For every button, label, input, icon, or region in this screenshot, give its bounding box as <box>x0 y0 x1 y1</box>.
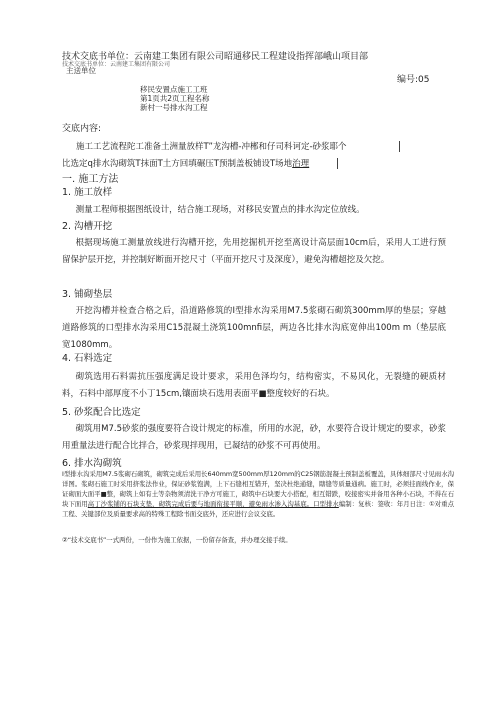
section-5-body: 砌筑用M7.5砂浆的强度要符合设计规定的标准，所用的水泥，砂，水要符合设计规定的要求，砂浆用重量法进行配合比拌合，砂浆现拌现用，已凝结的砂浆不可再使用。 <box>62 424 446 451</box>
section-1-body: 测量工程师根据图纸设计，结合施工现场，对移民安置点的排水沟定位放线。 <box>75 205 365 215</box>
fine-print-para-1 <box>62 469 454 519</box>
unit-overlay: 技术交底书单位：云南建工集团有限公司 <box>62 61 171 68</box>
flow-line-1: 施工工艺流程陀工准备土洲量放样T”龙沟槽-冲郴和仔司科诃定-砂浆耶个 <box>76 142 347 152</box>
fine-print-underlined: 高丁沙浆铺的石块支垫，砌筑完成后要与地面衔接平顺，避免雨水渗入沟基底。口型排水 <box>87 500 339 508</box>
fine-print-para-2: ②“技术交底书”一式两份，一份作为施工依据，一份留存备查，并办理交接手续。 <box>62 536 292 544</box>
section-2-body: 根据现场施工测量放线进行沟槽开挖，先用挖掘机开挖至离设计高层面10cm后，采用人工进行预留保护层开挖，并控制好断面开挖尺寸（平面开挖尺寸及深度），避免沟槽超挖及欠挖。 <box>62 238 446 265</box>
project-line-1: 移民安置点施工工班 <box>140 85 208 94</box>
section-3-body: 开挖沟槽并检查合格之后，沿道路修筑的I型排水沟采用M7.5浆砌石砌筑300mm厚的垫层；穿越道路修筑的口型排水沟采用C15混凝土浇筑100mnfi层，两边各比排水沟底宽伸出100m m（垫层底宽1080mm。 <box>62 306 446 350</box>
fine-print-tail: 编制：复核：签收：年月日注：①对重点工程、关键部位及质量要求高的特殊工程除书面交底外，还应进行会议交底。 <box>62 500 455 518</box>
section-4-heading: 4. 石料选定 <box>62 353 113 364</box>
section-6-heading: 6. 排水沟砌筑 <box>62 458 122 469</box>
section-5-heading: 5. 砂浆配合比选定 <box>62 407 141 418</box>
section-3-heading: 3. 铺砌垫层 <box>62 289 113 300</box>
flow-line-1-bar <box>399 141 400 152</box>
project-line-3: 新村一号排水沟工程 <box>140 103 208 112</box>
section-title: 一. 施工方法 <box>62 174 119 185</box>
document-number: 编号:05 <box>397 75 430 85</box>
content-label: 交底内容: <box>62 124 102 134</box>
fine-print-text: I型排水沟采用M7.5浆砌石砌筑，砌筑完成后采用长640mm宽500mm厚120mm的C25钢筋混凝土预制盖板覆盖，具体细部尺寸见雨水沟详图。浆砌石施工时采用挤浆法作业，保证砂浆饱满，上下石缝相互错开，坚决杜绝通缝，瞎缝等质量通病。施工时，必须挂面线作业，保证砌面大面平■整，砌筑上如有土等杂物须清洗干净方可施工，砌筑中石块要大小搭配，相互错跌，咬接密实并备用各种小石块，不得在石块下面用 <box>62 470 454 508</box>
project-line-2: 第1页共2页工程名称 <box>140 94 210 103</box>
flow-line-2-bar <box>337 158 338 169</box>
section-4-body: 砌筑选用石料需抗压强度满足设计要求，采用色泽均匀，结构密实，不易风化，无裂缝的硬质材料，石料中部厚度不小丁15cm,镶面块石选用表面平■整度较好的石块。 <box>62 372 446 399</box>
section-1-heading: 1. 施工放样 <box>62 187 113 198</box>
main-unit-label: 主送单位 <box>66 66 96 75</box>
section-2-heading: 2. 沟槽开挖 <box>62 221 113 232</box>
flow-line-2 <box>62 158 309 170</box>
flow-line-2-text: 比选定q排水沟砌筑T抹面T土方回填碾压T预制盖板铺设T场地 <box>62 159 293 169</box>
unit-line: 技术交底书单位：云南建工集团有限公司昭通移民工程建设指挥部峨山项目部 <box>62 52 369 62</box>
flow-line-2-underlined: 治理 <box>292 159 310 169</box>
